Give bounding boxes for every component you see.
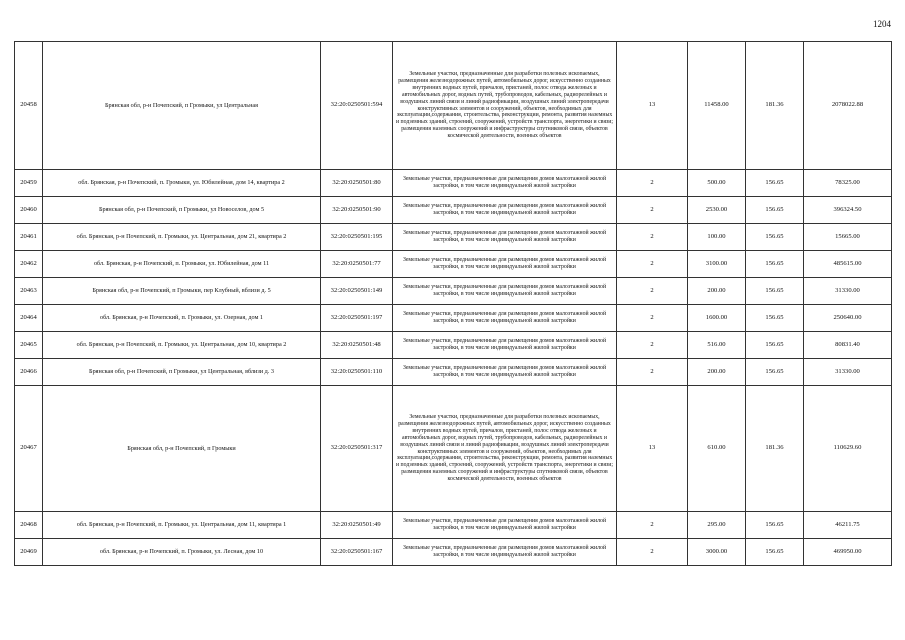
table-row <box>15 224 892 251</box>
cadastral-value-cell: 31330.00 <box>804 278 892 305</box>
area-cell: 610.00 <box>688 386 746 512</box>
cadastral-number-cell: 32:20:0250501:49 <box>321 512 393 539</box>
address-cell: Брянская обл, р-н Почепский, п Громыки, пер Клубный, вблизи д. 5 <box>43 278 321 305</box>
land-use-cell: Земельные участки, предназначенные для размещения домов малоэтажной жилой застройки, в том числе индивидуальной жилой застройки <box>393 224 617 251</box>
row-number: 20461 <box>15 224 43 251</box>
land-use-cell: Земельные участки, предназначенные для размещения домов малоэтажной жилой застройки, в том числе индивидуальной жилой застройки <box>393 278 617 305</box>
table-row <box>15 170 892 197</box>
row-number: 20465 <box>15 332 43 359</box>
cadastral-number-cell: 32:20:0250501:80 <box>321 170 393 197</box>
address-cell: обл. Брянская, р-н Почепский, п. Громыки, ул. Юбилейная, дом 11 <box>43 251 321 278</box>
row-number: 20458 <box>15 42 43 170</box>
land-use-cell: Земельные участки, предназначенные для размещения домов малоэтажной жилой застройки, в том числе индивидуальной жилой застройки <box>393 197 617 224</box>
cadastral-value-cell: 2078022.88 <box>804 42 892 170</box>
table-row <box>15 512 892 539</box>
cadastral-number-cell: 32:20:0250501:167 <box>321 539 393 566</box>
area-cell: 200.00 <box>688 359 746 386</box>
cadastral-number-cell: 32:20:0250501:77 <box>321 251 393 278</box>
unit-value-cell: 156.65 <box>746 224 804 251</box>
cadastral-value-cell: 78325.00 <box>804 170 892 197</box>
row-number: 20466 <box>15 359 43 386</box>
table-row <box>15 278 892 305</box>
cadastral-number-cell: 32:20:0250501:110 <box>321 359 393 386</box>
cadastral-value-cell: 485615.00 <box>804 251 892 278</box>
address-cell: Брянская обл, р-н Почепский, п Громыки, ул Центральная <box>43 42 321 170</box>
cadastral-number-cell: 32:20:0250501:594 <box>321 42 393 170</box>
address-cell: обл. Брянская, р-н Почепский, п. Громыки, ул. Центральная, дом 11, квартира 1 <box>43 512 321 539</box>
address-cell: Брянская обл, р-н Почепский, п Громыки, ул Центральная, вблизи д. 3 <box>43 359 321 386</box>
cadastral-number-cell: 32:20:0250501:149 <box>321 278 393 305</box>
area-cell: 500.00 <box>688 170 746 197</box>
cadastral-value-cell: 31330.00 <box>804 359 892 386</box>
area-cell: 200.00 <box>688 278 746 305</box>
land-use-cell: Земельные участки, предназначенные для размещения домов малоэтажной жилой застройки, в том числе индивидуальной жилой застройки <box>393 332 617 359</box>
row-number: 20460 <box>15 197 43 224</box>
area-cell: 516.00 <box>688 332 746 359</box>
page-number: 1204 <box>873 19 891 29</box>
cadastral-value-cell: 469950.00 <box>804 539 892 566</box>
table-row <box>15 332 892 359</box>
cadastral-number-cell: 32:20:0250501:48 <box>321 332 393 359</box>
unit-value-cell: 156.65 <box>746 332 804 359</box>
use-code-cell: 13 <box>617 386 688 512</box>
area-cell: 295.00 <box>688 512 746 539</box>
use-code-cell: 2 <box>617 197 688 224</box>
unit-value-cell: 156.65 <box>746 251 804 278</box>
table-row <box>15 42 892 170</box>
address-cell: Брянская обл, р-н Почепский, п Громыки, ул Новоселов, дом 5 <box>43 197 321 224</box>
row-number: 20468 <box>15 512 43 539</box>
cadastral-number-cell: 32:20:0250501:195 <box>321 224 393 251</box>
row-number: 20469 <box>15 539 43 566</box>
unit-value-cell: 156.65 <box>746 305 804 332</box>
area-cell: 3000.00 <box>688 539 746 566</box>
address-cell: обл. Брянская, р-н Почепский, п. Громыки, ул. Лесная, дом 10 <box>43 539 321 566</box>
cadastral-value-cell: 15665.00 <box>804 224 892 251</box>
unit-value-cell: 156.65 <box>746 539 804 566</box>
address-cell: обл. Брянская, р-н Почепский, п. Громыки, ул. Юбилейная, дом 14, квартира 2 <box>43 170 321 197</box>
unit-value-cell: 156.65 <box>746 278 804 305</box>
land-use-cell: Земельные участки, предназначенные для размещения домов малоэтажной жилой застройки, в том числе индивидуальной жилой застройки <box>393 359 617 386</box>
use-code-cell: 2 <box>617 332 688 359</box>
address-cell: обл. Брянская, р-н Почепский, п. Громыки, ул. Озерная, дом 1 <box>43 305 321 332</box>
unit-value-cell: 156.65 <box>746 512 804 539</box>
use-code-cell: 2 <box>617 305 688 332</box>
unit-value-cell: 156.65 <box>746 197 804 224</box>
table-row <box>15 305 892 332</box>
unit-value-cell: 156.65 <box>746 170 804 197</box>
land-use-cell: Земельные участки, предназначенные для разработки полезных ископаемых, размещения железнодорожных путей, автомобильных дорог, искусственно созданных внутренних водных путей, причалов, пристаней, полос отвода железных и автомобильных дорог, водных путей, трубопроводов, кабельных, радиорелейных и воздушных линий связи и линий радиофикации, воздушных линий электропередачи конструктивных элементов и сооружений, объектов, необходимых для эксплуатации,содержания, строительства, реконструкции, ремонта, развития наземных и подземных зданий, строений, сооружений, устройств транспорта, энергетики и связи; размещения наземных сооружений и инфраструктуры спутниковой связи, объектов космической деятельности, военных объектов <box>393 386 617 512</box>
area-cell: 1600.00 <box>688 305 746 332</box>
row-number: 20463 <box>15 278 43 305</box>
land-use-cell: Земельные участки, предназначенные для размещения домов малоэтажной жилой застройки, в том числе индивидуальной жилой застройки <box>393 251 617 278</box>
table-row <box>15 359 892 386</box>
table-row <box>15 386 892 512</box>
unit-value-cell: 156.65 <box>746 359 804 386</box>
area-cell: 2530.00 <box>688 197 746 224</box>
area-cell: 100.00 <box>688 224 746 251</box>
use-code-cell: 13 <box>617 42 688 170</box>
row-number: 20467 <box>15 386 43 512</box>
table-row <box>15 251 892 278</box>
table-row <box>15 197 892 224</box>
row-number: 20464 <box>15 305 43 332</box>
row-number: 20459 <box>15 170 43 197</box>
cadastral-number-cell: 32:20:0250501:197 <box>321 305 393 332</box>
cadastral-number-cell: 32:20:0250501:90 <box>321 197 393 224</box>
use-code-cell: 2 <box>617 512 688 539</box>
unit-value-cell: 181.36 <box>746 386 804 512</box>
address-cell: обл. Брянская, р-н Почепский, п. Громыки, ул. Центральная, дом 21, квартира 2 <box>43 224 321 251</box>
area-cell: 11458.00 <box>688 42 746 170</box>
use-code-cell: 2 <box>617 224 688 251</box>
cadastral-value-cell: 46211.75 <box>804 512 892 539</box>
unit-value-cell: 181.36 <box>746 42 804 170</box>
cadastral-value-cell: 110629.60 <box>804 386 892 512</box>
land-use-cell: Земельные участки, предназначенные для размещения домов малоэтажной жилой застройки, в том числе индивидуальной жилой застройки <box>393 512 617 539</box>
address-cell: обл. Брянская, р-н Почепский, п. Громыки, ул. Центральная, дом 10, квартира 2 <box>43 332 321 359</box>
land-use-cell: Земельные участки, предназначенные для разработки полезных ископаемых, размещения железнодорожных путей, автомобильных дорог, искусственно созданных внутренних водных путей, причалов, пристаней, полос отвода железных и автомобильных дорог, водных путей, трубопроводов, кабельных, радиорелейных и воздушных линий связи и линий радиофикации, воздушных линий электропередачи конструктивных элементов и сооружений, объектов, необходимых для эксплуатации,содержания, строительства, реконструкции, ремонта, развития наземных и подземных зданий, строений, сооружений, устройств транспорта, энергетики и связи; размещения наземных сооружений и инфраструктуры спутниковой связи, объектов космической деятельности, военных объектов <box>393 42 617 170</box>
address-cell: Брянская обл, р-н Почепский, п Громыки <box>43 386 321 512</box>
use-code-cell: 2 <box>617 170 688 197</box>
cadastral-value-cell: 80831.40 <box>804 332 892 359</box>
use-code-cell: 2 <box>617 251 688 278</box>
land-use-cell: Земельные участки, предназначенные для размещения домов малоэтажной жилой застройки, в том числе индивидуальной жилой застройки <box>393 170 617 197</box>
cadastral-value-cell: 250640.00 <box>804 305 892 332</box>
use-code-cell: 2 <box>617 359 688 386</box>
land-use-cell: Земельные участки, предназначенные для размещения домов малоэтажной жилой застройки, в том числе индивидуальной жилой застройки <box>393 539 617 566</box>
area-cell: 3100.00 <box>688 251 746 278</box>
land-use-cell: Земельные участки, предназначенные для размещения домов малоэтажной жилой застройки, в том числе индивидуальной жилой застройки <box>393 305 617 332</box>
cadastral-value-cell: 396324.50 <box>804 197 892 224</box>
table-row <box>15 539 892 566</box>
use-code-cell: 2 <box>617 539 688 566</box>
cadastral-number-cell: 32:20:0250501:317 <box>321 386 393 512</box>
use-code-cell: 2 <box>617 278 688 305</box>
cadastral-value-table <box>14 41 892 566</box>
row-number: 20462 <box>15 251 43 278</box>
